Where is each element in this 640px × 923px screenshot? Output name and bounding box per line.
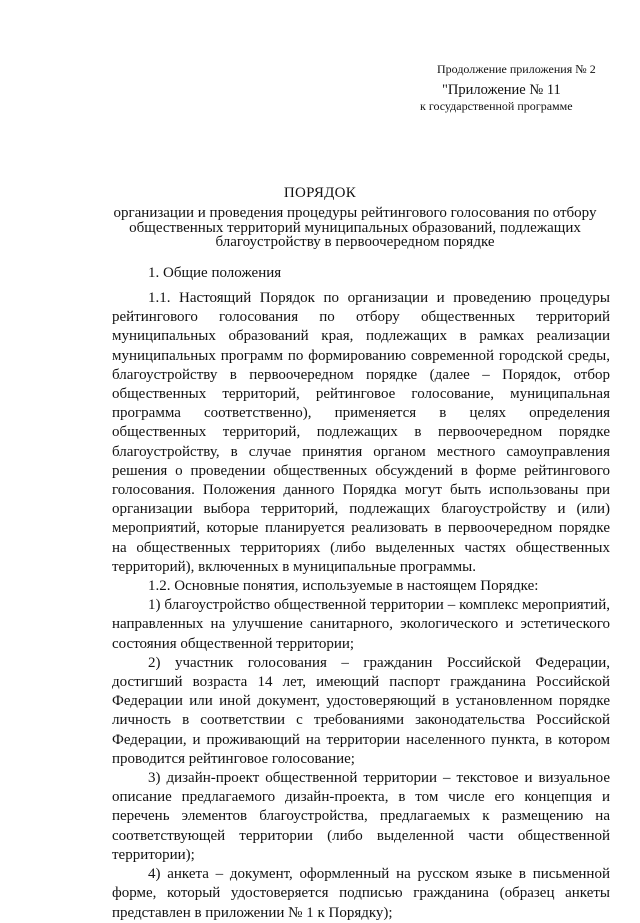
continuation-note: Продолжение приложения № 2 bbox=[437, 62, 596, 76]
definition-3: 3) дизайн-проект общественной территории – текстовое и визуальное описание предлагаемого дизайн-проекта, в том числе его концепция и перечень элементов благоустройства, предлагаемых к размещению на соответствующей территории (либо выделенной части общественной территории); bbox=[112, 770, 610, 863]
document-body bbox=[112, 289, 610, 923]
definition-4: 4) анкета – документ, оформленный на русском языке в письменной форме, который удостоверяется подписью гражданина (образец анкеты представлен в приложении № 1 к Порядку); bbox=[112, 866, 610, 921]
paragraph-1-1: 1.1. Настоящий Порядок по организации и проведению процедуры рейтингового голосования по отбору общественных территорий муниципальных образований края, подлежащих в рамках реализации муниципальных программ по формированию современной городской среды, благоустройству в первоочередном порядке (далее – Порядок, отбор общественных территорий, рейтинговое голосование, муниципальная программа соответственно), применяется в целях определения общественных территорий, подлежащих в первоочередном порядке благоустройству, в случае принятия органом местного самоуправления решения о проведении общественных обсуждений в форме рейтингового голосования. Положения данного Порядка могут быть использованы при организации выбора территорий, подлежащих благоустройству и (или) мероприятий, которые планируется реализовать в первоочередном порядке на общественных территориях (либо выделенных частях общественных территорий), включенных в муниципальные программы. bbox=[112, 290, 610, 575]
appendix-number: "Приложение № 11 bbox=[442, 82, 561, 98]
definition-1: 1) благоустройство общественной территории – комплекс мероприятий, направленных на улучшение санитарного, экологического и эстетического состояния общественной территории; bbox=[112, 597, 610, 652]
program-reference: к государственной программе bbox=[420, 99, 573, 113]
section-heading: 1. Общие положения bbox=[148, 265, 282, 281]
document-title: ПОРЯДОК bbox=[283, 185, 357, 201]
paragraph-1-2: 1.2. Основные понятия, используемые в настоящем Порядке: bbox=[148, 578, 539, 595]
document-subtitle: организации и проведения процедуры рейтингового голосования по отбору общественных территорий муниципальных образований, подлежащих благоустройству в первоочередном порядке bbox=[113, 205, 597, 250]
definition-2: 2) участник голосования – гражданин Российской Федерации, достигший возраста 14 лет, имеющий паспорт гражданина Российской Федерации или иной документ, удостоверяющий в установленном порядке личность в соответствии с требованиями законодательства Российской Федерации, и проживающий на территории населенного пункта, в котором проводится рейтинговое голосование; bbox=[112, 654, 610, 767]
